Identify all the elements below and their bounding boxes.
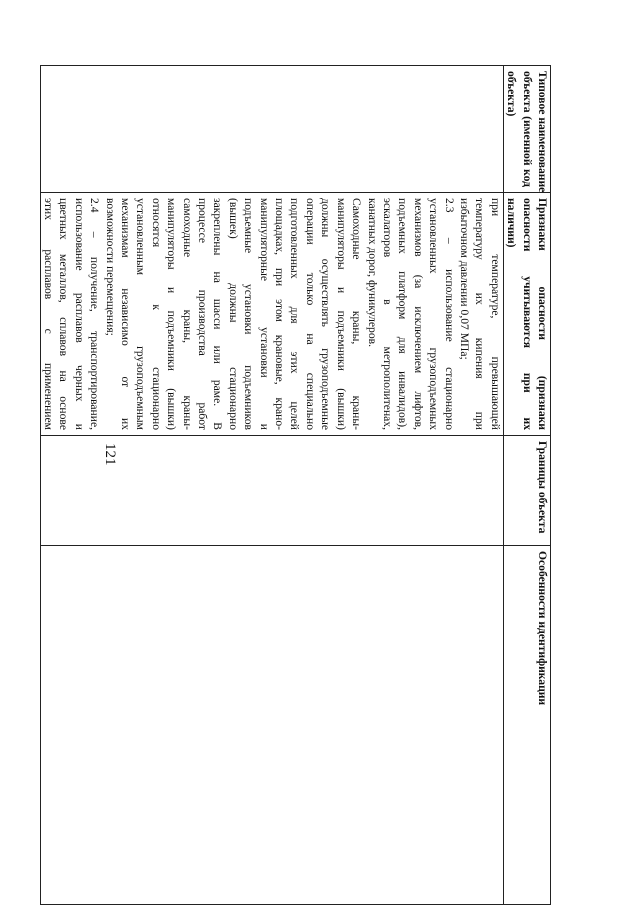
hazard-sign-line: подготовленных для этих целей	[288, 198, 302, 430]
hazard-sign-line: при температуре, превышающей	[488, 198, 502, 430]
header-line: объекта (именной код	[520, 71, 534, 187]
hazard-sign-line: возможности перемещения;	[103, 198, 117, 336]
hazard-sign-line: относятся к стационарно	[149, 198, 163, 430]
hazard-sign-line: самоходные краны, краны-	[180, 198, 194, 430]
hazard-sign-line: этих расплавов с применением	[42, 198, 55, 430]
header-object-boundaries	[503, 436, 550, 546]
cell-identification-features	[40, 546, 503, 905]
cell-object-boundaries	[40, 436, 503, 546]
rotated-page-content	[42, 65, 551, 905]
hazard-sign-line: эскалаторов в метрополитенах,	[380, 198, 394, 430]
hazard-sign-line: использование расплавов черных и	[72, 198, 86, 430]
hazard-sign-line: избыточном давлении 0,07 МПа;	[457, 198, 471, 360]
document-table	[40, 65, 551, 905]
hazard-sign-line: манипуляторы и подъемники (вышки)	[165, 198, 179, 430]
header-line: наличии)	[505, 198, 519, 248]
hazard-sign-line: должны осуществлять грузоподъемные	[319, 198, 333, 430]
hazard-sign-line: подъемных платформ для инвалидов),	[396, 198, 410, 430]
hazard-sign-line: цветных металлов, сплавов на основе	[57, 198, 71, 430]
header-line: опасности учитываются при их	[520, 198, 534, 430]
hazard-sign-line: (вышек) должны стационарно	[226, 198, 240, 430]
hazard-sign-line: канатных дорог, фуникулеров.	[365, 198, 379, 348]
header-identification-features	[503, 546, 550, 905]
header-line: Особенности идентификации	[536, 551, 549, 706]
page-number: 121	[102, 443, 118, 466]
header-line: Границы объекта	[536, 441, 549, 534]
cell-object-type	[40, 66, 503, 193]
hazard-sign-line: механизмам независимо от их	[119, 198, 133, 430]
hazard-sign-line: 2.3 – использование стационарно	[442, 198, 456, 430]
hazard-sign-line: манипуляторные установки и	[257, 198, 271, 430]
table-row	[40, 66, 503, 905]
hazard-sign-line: подъемные установки подъемников	[242, 198, 256, 430]
header-line: объекта)	[505, 71, 519, 117]
hazard-sign-line: Самоходные краны, краны-	[350, 198, 364, 430]
hazard-sign-line: температуру их кипения при	[473, 198, 487, 430]
hazard-sign-line: площадках, при этом крановые, крано-	[273, 198, 287, 430]
hazard-sign-line: 2.4 – получение, транспортирование,	[88, 198, 102, 430]
hazard-sign-line: операции только на специально	[303, 198, 317, 430]
header-line: Типовое наименование	[536, 71, 549, 193]
header-line: Признаки опасности (признаки	[536, 198, 549, 430]
hazard-sign-line: процессе производства работ	[196, 198, 210, 430]
table-header-row	[503, 66, 550, 905]
hazard-sign-line: механизмов (за исключением лифтов,	[411, 198, 425, 430]
header-hazard-signs	[503, 193, 550, 436]
hazard-sign-line: установленных грузоподъемных	[427, 198, 441, 430]
cell-hazard-signs	[40, 193, 503, 436]
hazard-sign-line: установленным грузоподъемным	[134, 198, 148, 430]
hazard-sign-line: закреплены на шасси или раме. В	[211, 198, 225, 430]
hazard-sign-line: манипуляторы и подъемники (вышки)	[334, 198, 348, 430]
header-object-type	[503, 66, 550, 193]
